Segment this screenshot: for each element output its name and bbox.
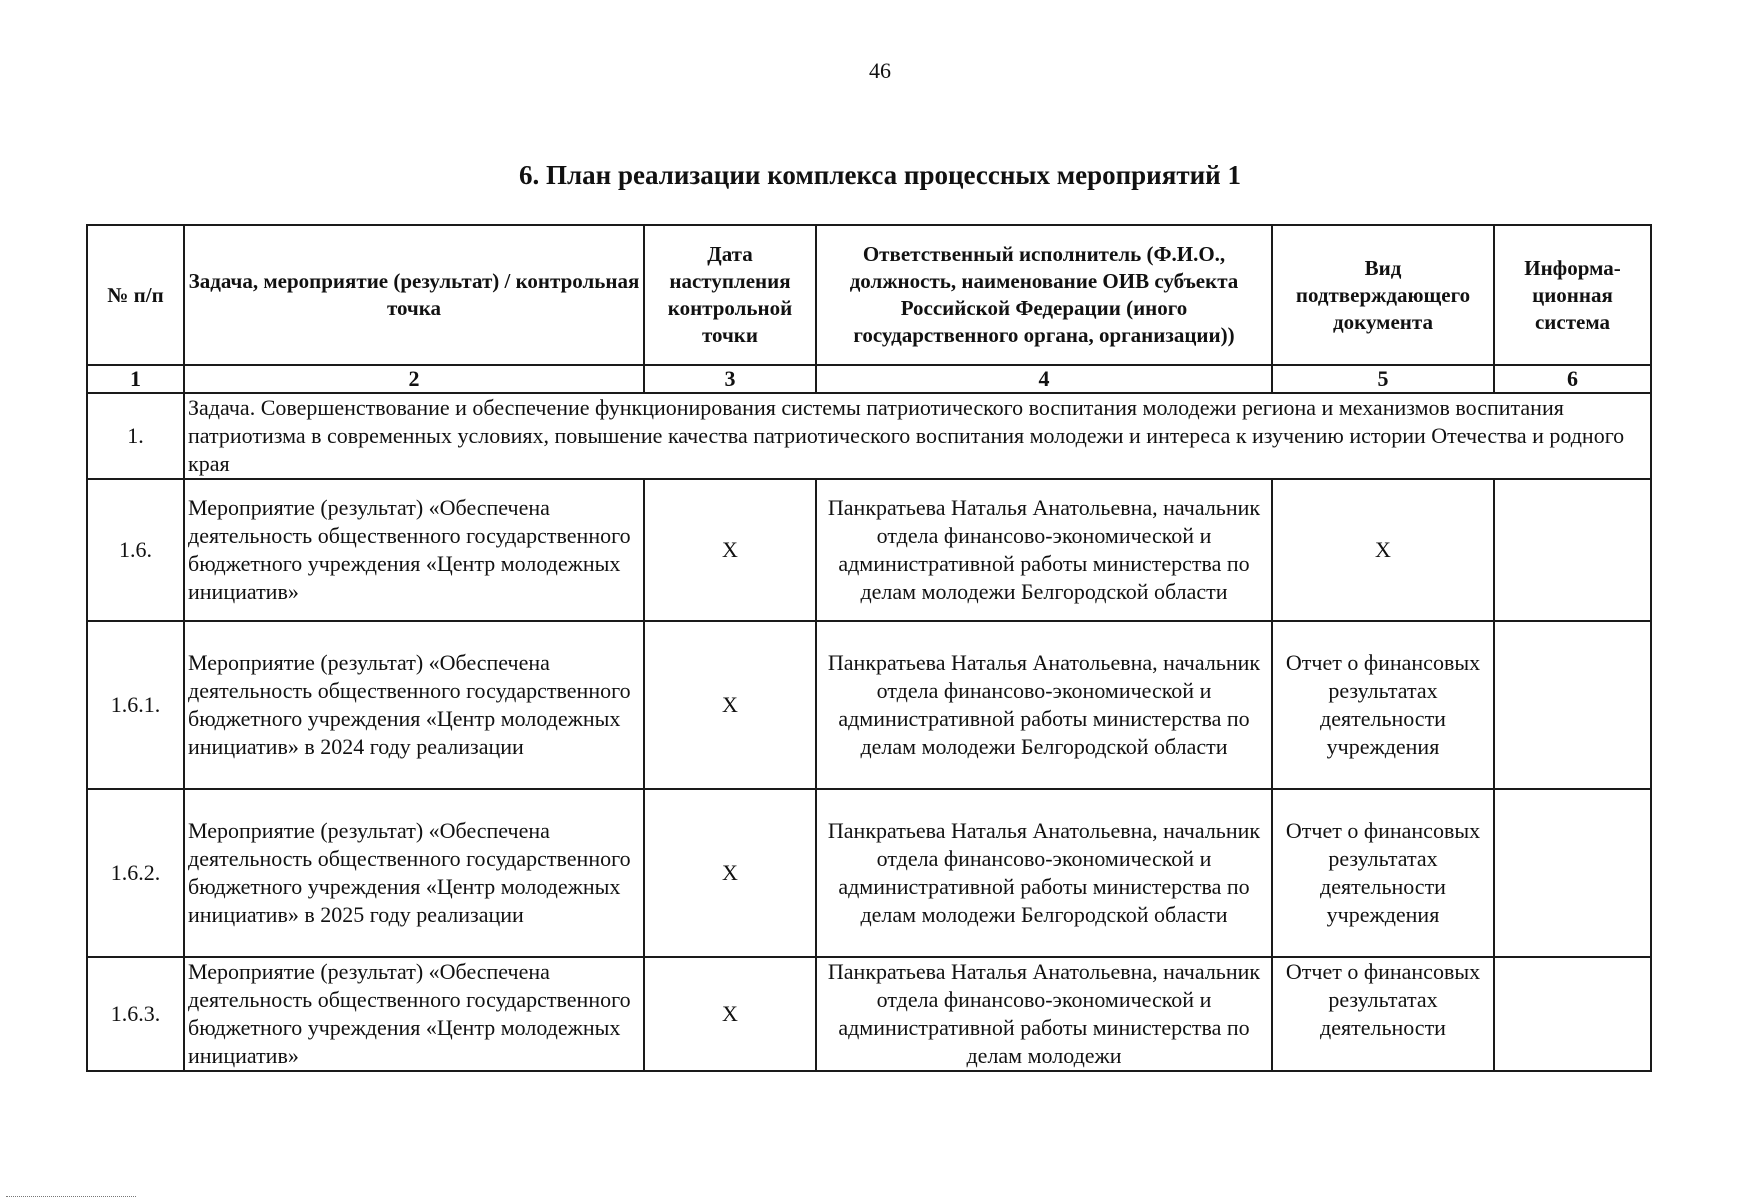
header-system: Информа-ционная система xyxy=(1494,225,1651,365)
row-activity xyxy=(184,957,644,1071)
row-number: 1.6.3. xyxy=(87,957,184,1071)
section-title: 6. План реализации комплекса процессных мероприятий 1 xyxy=(519,160,1241,190)
row-system xyxy=(1494,789,1651,957)
page-number: 46 xyxy=(869,58,891,83)
footer-divider xyxy=(6,1196,136,1197)
task-number: 1. xyxy=(87,393,184,479)
plan-table xyxy=(86,224,1652,1072)
row-date: X xyxy=(644,957,816,1071)
header-document: Вид подтверждающего документа xyxy=(1272,225,1494,365)
row-number: 1.6.1. xyxy=(87,621,184,789)
row-document: Отчет о финансовых результатах деятельности учреждения xyxy=(1272,621,1494,789)
task-description: Задача. Совершенствование и обеспечение функционирования системы патриотического воспитания молодежи региона и механизмов воспитания патриотизма в современных условиях, повышение качества патриотического воспитания молодежи и интереса к изучению истории Отечества и родного края xyxy=(184,393,1651,479)
header-task: Задача, мероприятие (результат) / контрольная точка xyxy=(184,225,644,365)
column-number: 2 xyxy=(184,365,644,393)
row-document: X xyxy=(1272,479,1494,621)
row-activity-text: Мероприятие (результат) «Обеспечена деятельность общественного государственного бюджетного учреждения «Центр молодежных инициатив» xyxy=(188,959,631,1068)
column-number: 4 xyxy=(816,365,1272,393)
row-executor: Панкратьева Наталья Анатольевна, начальник отдела финансово-экономической и административной работы министерства по делам молодежи Белгородской области xyxy=(816,479,1272,621)
row-date: X xyxy=(644,621,816,789)
column-number: 5 xyxy=(1272,365,1494,393)
column-number-row xyxy=(87,365,1651,393)
task-row xyxy=(87,393,1651,479)
row-activity: Мероприятие (результат) «Обеспечена деятельность общественного государственного бюджетного учреждения «Центр молодежных инициатив» xyxy=(184,479,644,621)
row-system xyxy=(1494,479,1651,621)
row-system xyxy=(1494,957,1651,1071)
column-number: 1 xyxy=(87,365,184,393)
column-number: 3 xyxy=(644,365,816,393)
row-date: X xyxy=(644,479,816,621)
row-date: X xyxy=(644,789,816,957)
header-executor: Ответственный исполнитель (Ф.И.О., должность, наименование ОИВ субъекта Российской Федерации (иного государственного органа, организации)) xyxy=(816,225,1272,365)
header-row xyxy=(87,225,1651,365)
row-number: 1.6.2. xyxy=(87,789,184,957)
row-executor-text: Панкратьева Наталья Анатольевна, начальник отдела финансово-экономической и административной работы министерства по делам молодежи xyxy=(827,959,1261,1068)
row-document xyxy=(1272,957,1494,1071)
table-row xyxy=(87,479,1651,621)
table-row xyxy=(87,621,1651,789)
column-number: 6 xyxy=(1494,365,1651,393)
row-document-text: Отчет о финансовых результатах деятельности xyxy=(1285,959,1481,1040)
table-row xyxy=(87,957,1651,1071)
header-date: Дата наступления контрольной точки xyxy=(644,225,816,365)
row-document: Отчет о финансовых результатах деятельности учреждения xyxy=(1272,789,1494,957)
row-activity: Мероприятие (результат) «Обеспечена деятельность общественного государственного бюджетного учреждения «Центр молодежных инициатив» в 2024 году реализации xyxy=(184,621,644,789)
row-executor: Панкратьева Наталья Анатольевна, начальник отдела финансово-экономической и административной работы министерства по делам молодежи Белгородской области xyxy=(816,789,1272,957)
row-number: 1.6. xyxy=(87,479,184,621)
row-system xyxy=(1494,621,1651,789)
table-row xyxy=(87,789,1651,957)
row-executor: Панкратьева Наталья Анатольевна, начальник отдела финансово-экономической и административной работы министерства по делам молодежи Белгородской области xyxy=(816,621,1272,789)
header-no: № п/п xyxy=(87,225,184,365)
row-executor xyxy=(816,957,1272,1071)
row-activity: Мероприятие (результат) «Обеспечена деятельность общественного государственного бюджетного учреждения «Центр молодежных инициатив» в 2025 году реализации xyxy=(184,789,644,957)
